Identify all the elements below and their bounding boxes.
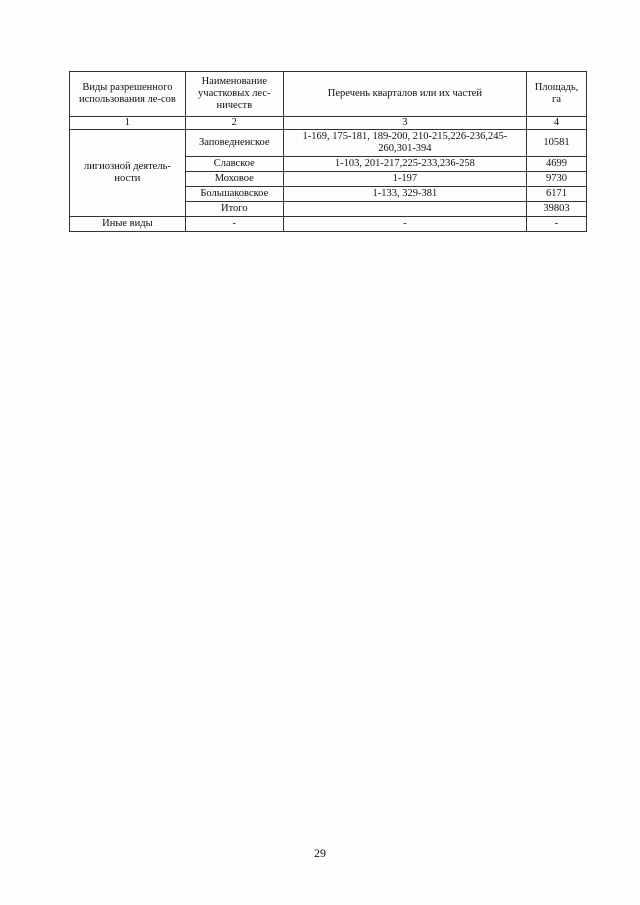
- column-number: 1: [70, 117, 186, 130]
- quarters-cell: 1-169, 175-181, 189-200, 210-215,226-236,245-260,301-394: [283, 130, 526, 157]
- quarters-cell: 1-197: [283, 172, 526, 187]
- other-quarters: -: [283, 217, 526, 232]
- other-forestry: -: [185, 217, 283, 232]
- total-quarters: [283, 202, 526, 217]
- quarters-cell: 1-103, 201-217,225-233,236-258: [283, 157, 526, 172]
- area-cell: 6171: [527, 187, 587, 202]
- table-header-row: [70, 72, 587, 117]
- page-number: 29: [314, 846, 326, 860]
- forest-use-table: [69, 71, 587, 232]
- total-area: 39803: [527, 202, 587, 217]
- forestry-cell: Славское: [185, 157, 283, 172]
- header-use-type: Виды разрешенного использования ле-сов: [70, 72, 186, 117]
- column-number: 3: [283, 117, 526, 130]
- use-type-cell: лигиозной деятель-ности: [70, 130, 186, 217]
- column-number: 2: [185, 117, 283, 130]
- other-area: -: [527, 217, 587, 232]
- other-row: [70, 217, 587, 232]
- quarters-cell: 1-133, 329-381: [283, 187, 526, 202]
- column-number: 4: [527, 117, 587, 130]
- table-row: [70, 130, 587, 157]
- header-quarters: Перечень кварталов или их частей: [283, 72, 526, 117]
- forestry-cell: Большаковское: [185, 187, 283, 202]
- column-number-row: [70, 117, 587, 130]
- total-label: Итого: [185, 202, 283, 217]
- header-forestry: Наименование участковых лес-ничеств: [185, 72, 283, 117]
- header-area: Площадь, га: [527, 72, 587, 117]
- area-cell: 4699: [527, 157, 587, 172]
- area-cell: 9730: [527, 172, 587, 187]
- other-use-type: Иные виды: [70, 217, 186, 232]
- forestry-cell: Моховое: [185, 172, 283, 187]
- area-cell: 10581: [527, 130, 587, 157]
- forestry-cell: Заповедненское: [185, 130, 283, 157]
